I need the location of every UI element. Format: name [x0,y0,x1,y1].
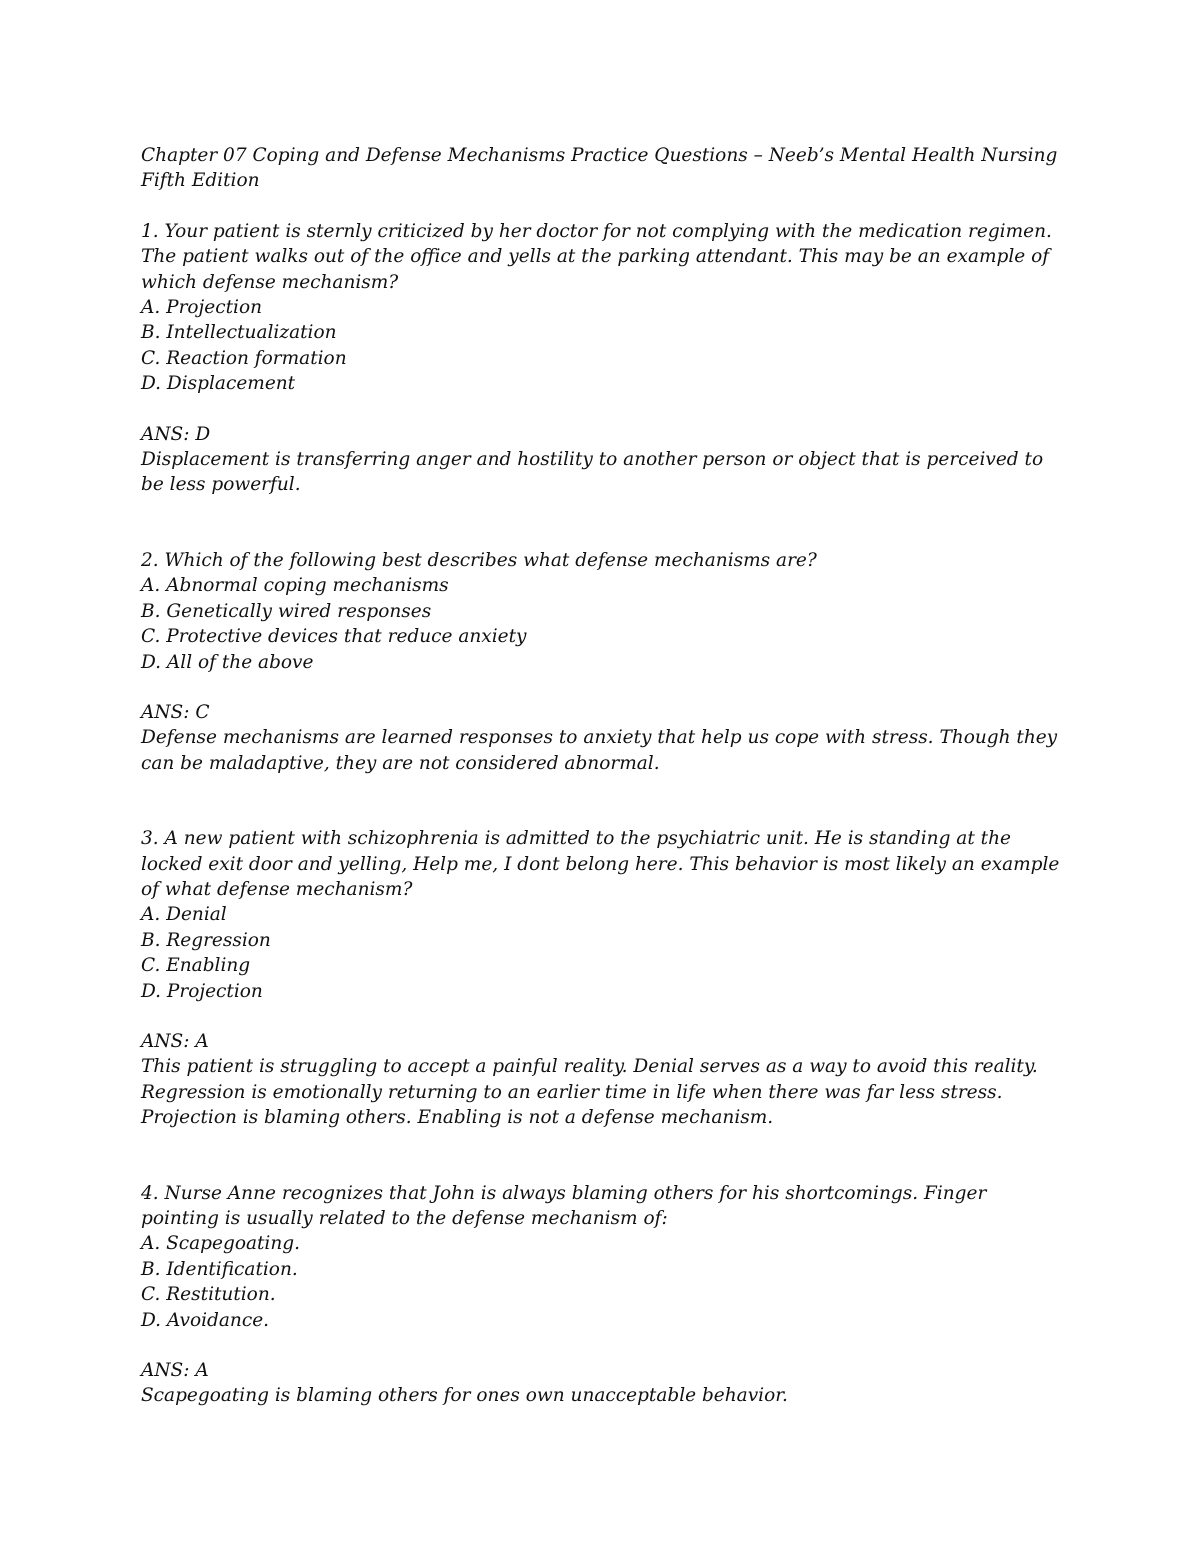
question-1 [141,219,1066,498]
question-stem: 3. A new patient with schizophrenia is admitted to the psychiatric unit. He is standing at the locked exit door and yelling, Help me, I dont belong here. This behavior is most likely an example of what defense mechanism? [141,828,1060,900]
option-a: A. Abnormal coping mechanisms [141,575,449,597]
option-c: C. Enabling [141,955,251,977]
answer-label: ANS: C [141,701,210,723]
option-a: A. Denial [141,904,227,926]
spacer [141,1131,1066,1181]
answer-rationale: This patient is struggling to accept a painful reality. Denial serves as a way to avoid this reality. Regression is emotionally returning to an earlier time in life when there was far less stress. Projection is blaming others. Enabling is not a defense mechanism. [141,1056,1038,1129]
option-c: C. Protective devices that reduce anxiety [141,626,527,648]
answer-rationale: Defense mechanisms are learned responses to anxiety that help us cope with stress. Though they can be maladaptive, they are not considered abnormal. [141,727,1058,774]
document-page [141,143,1066,1409]
answer-rationale: Scapegoating is blaming others for ones own unacceptable behavior. [141,1385,788,1407]
question-3 [141,826,1066,1130]
question-4 [141,1181,1066,1409]
question-stem: 1. Your patient is sternly criticized by her doctor for not complying with the medication regimen. The patient walks out of the office and yells at the parking attendant. This may be an example of which defense mechanism? [141,220,1052,293]
option-d: D. Projection [141,980,263,1002]
option-b: B. Regression [141,929,271,951]
option-d: D. All of the above [141,651,314,673]
option-c: C. Reaction formation [141,347,347,369]
option-b: B. Identification. [141,1258,298,1280]
question-stem: 4. Nurse Anne recognizes that John is always blaming others for his shortcomings. Finger pointing is usually related to the defense mechanism of: [141,1182,987,1229]
option-a: A. Scapegoating. [141,1233,300,1255]
question-2 [141,548,1066,776]
answer-label: ANS: A [141,1360,209,1382]
option-c: C. Restitution. [141,1284,276,1306]
answer-label: ANS: D [141,423,211,445]
answer-label: ANS: A [141,1030,209,1052]
document-title: Chapter 07 Coping and Defense Mechanisms Practice Questions – Neeb’s Mental Health Nursing Fifth Edition [141,145,1058,192]
spacer [141,498,1066,548]
option-a: A. Projection [141,297,262,319]
option-d: D. Displacement [141,373,296,395]
answer-rationale: Displacement is transferring anger and hostility to another person or object that is perceived to be less powerful. [141,449,1044,496]
question-stem: 2. Which of the following best describes what defense mechanisms are? [141,549,817,571]
spacer [141,776,1066,826]
option-b: B. Genetically wired responses [141,600,432,622]
option-d: D. Avoidance. [141,1309,270,1331]
option-b: B. Intellectualization [141,322,337,344]
